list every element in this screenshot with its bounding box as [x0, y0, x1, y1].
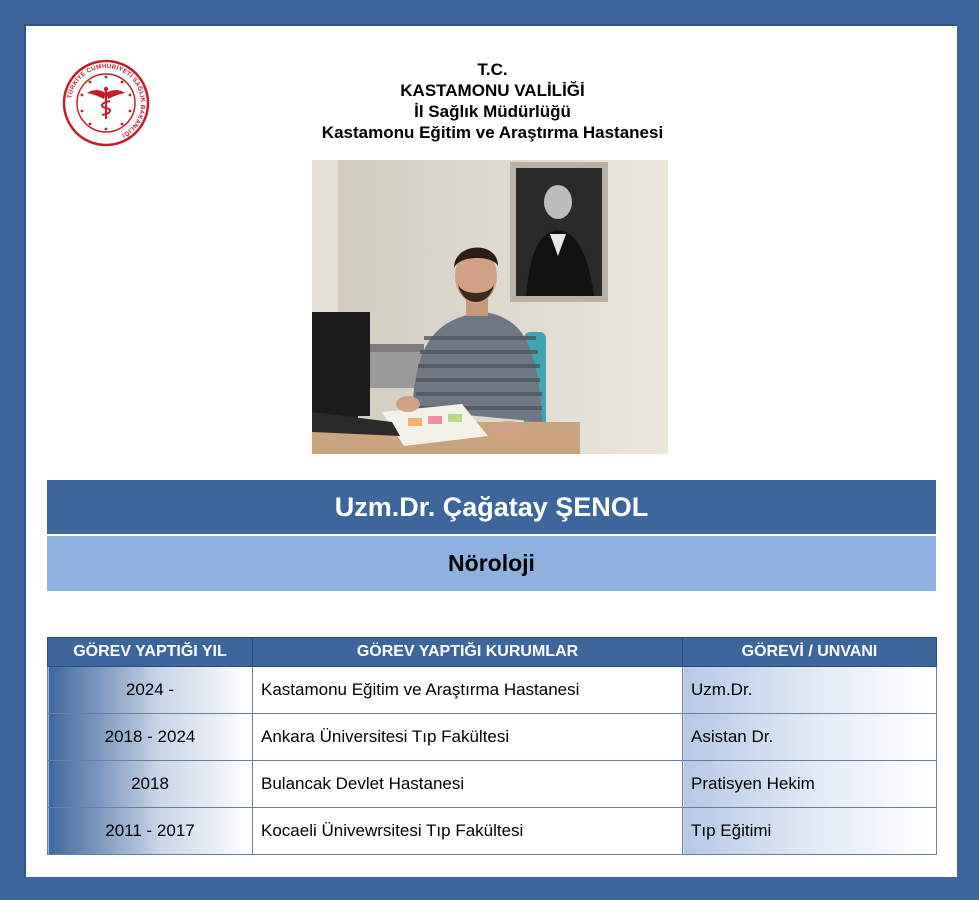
doctor-name-banner [47, 480, 936, 534]
table-row [48, 761, 937, 808]
header-line-tc: T.C. [477, 60, 508, 79]
header-line-hospital: Kastamonu Eğitim ve Araştırma Hastanesi [321, 123, 664, 142]
doctor-specialty: Nöroloji [448, 550, 535, 576]
doctor-photo [312, 160, 668, 454]
institution-cell: Bulancak Devlet Hastanesi [253, 761, 683, 808]
column-header-year: GÖREV YAPTIĞI YIL [48, 638, 253, 667]
column-header-institution: GÖREV YAPTIĞI KURUMLAR [253, 638, 683, 667]
header-line-governorship: KASTAMONU VALİLİĞİ [400, 81, 585, 100]
year-cell: 2011 - 2017 [48, 808, 253, 855]
institution-cell: Ankara Üniversitesi Tıp Fakültesi [253, 714, 683, 761]
table-header-row [48, 638, 937, 667]
seal-ring-text: TÜRKİYE CUMHURİYETİ SAĞLIK BAKANLIĞI [66, 62, 147, 139]
profile-card [24, 24, 957, 877]
table-row [48, 667, 937, 714]
header-line-health-directorate: İl Sağlık Müdürlüğü [414, 102, 571, 121]
title-cell: Uzm.Dr. [683, 667, 937, 714]
doctor-name: Uzm.Dr. Çağatay ŞENOL [334, 491, 649, 522]
year-cell: 2018 - 2024 [48, 714, 253, 761]
table-row [48, 808, 937, 855]
title-cell: Asistan Dr. [683, 714, 937, 761]
institution-cell: Kastamonu Eğitim ve Araştırma Hastanesi [253, 667, 683, 714]
title-cell: Pratisyen Hekim [683, 761, 937, 808]
table-row [48, 714, 937, 761]
title-cell: Tıp Eğitimi [683, 808, 937, 855]
year-cell: 2024 - [48, 667, 253, 714]
year-cell: 2018 [48, 761, 253, 808]
institution-header [26, 59, 959, 143]
institution-cell: Kocaeli Ünivewrsitesi Tıp Fakültesi [253, 808, 683, 855]
career-history-table [47, 637, 937, 855]
column-header-title: GÖREVİ / UNVANI [683, 638, 937, 667]
specialty-banner [47, 536, 936, 591]
